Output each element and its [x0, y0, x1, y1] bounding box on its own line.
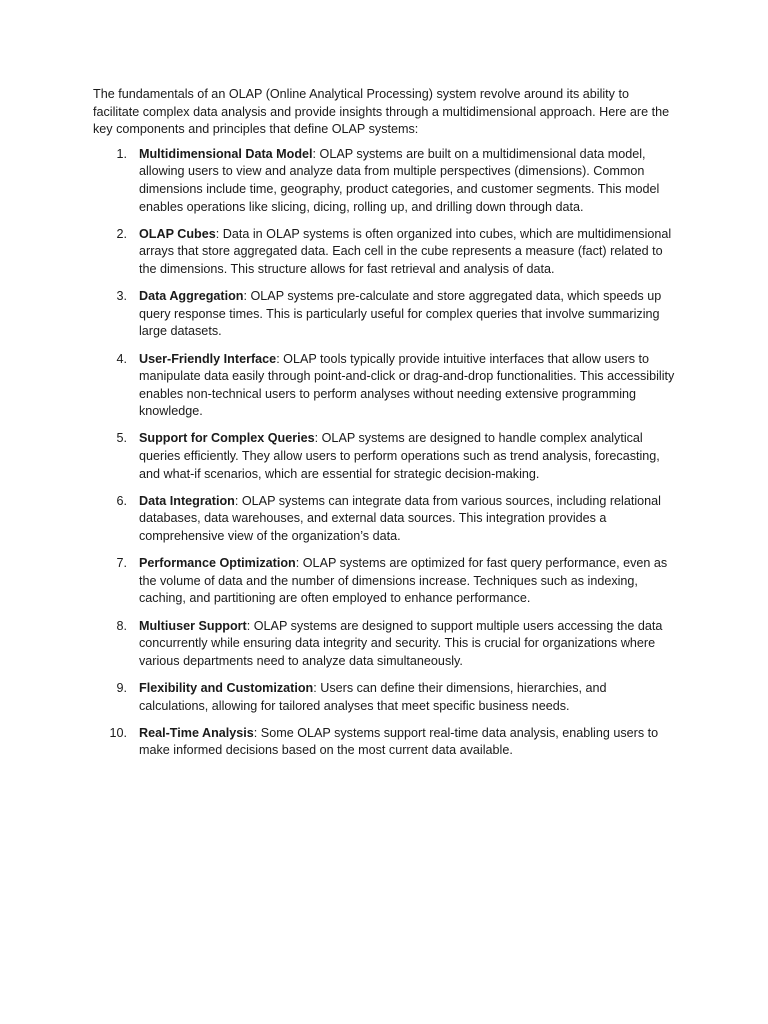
list-number: 6. [116, 493, 127, 508]
list-term: User-Friendly Interface [139, 351, 277, 366]
list-item [93, 146, 678, 216]
list-text: : OLAP systems are designed to handle complex analytical queries efficiently. They allow users to perform operations such as trend analysis, forecasting, and what-if scenarios, which are essential for strategic decision-making. [139, 431, 660, 481]
list-item [93, 493, 678, 546]
list-text: : OLAP systems can integrate data from various sources, including relational databases, data warehouses, and external data sources. This integration provides a comprehensive view of the organization’s data. [139, 493, 661, 544]
list-number: 2. [116, 226, 127, 241]
list-item [93, 288, 678, 341]
components-list [93, 146, 678, 760]
list-item [93, 555, 678, 608]
list-number: 7. [116, 556, 127, 571]
list-term: Real-Time Analysis [139, 725, 254, 740]
list-item [93, 725, 678, 760]
list-text: : Data in OLAP systems is often organized into cubes, which are multidimensional arrays that store aggregated data. Each cell in the cube represents a measure (fact) related to the dimensions. This structure allows for fast retrieval and analysis of data. [139, 226, 672, 276]
list-term: Performance Optimization [139, 556, 296, 571]
list-item [93, 226, 678, 279]
list-term: Multiuser Support [139, 618, 247, 633]
list-term: Data Integration [139, 493, 235, 508]
list-number: 10. [109, 725, 127, 740]
list-number: 1. [116, 146, 127, 161]
list-number: 5. [116, 431, 127, 446]
list-number: 4. [116, 351, 127, 366]
list-term: Multidimensional Data Model [139, 146, 313, 161]
list-item [93, 618, 678, 671]
list-text: : OLAP systems are optimized for fast query performance, even as the volume of data and the number of dimensions increase. Techniques such as indexing, caching, and partitioning are often employed to enhance performance. [139, 556, 668, 606]
intro-paragraph: The fundamentals of an OLAP (Online Analytical Processing) system revolve around its ability to facilitate complex data analysis and provide insights through a multidimensional approach. Here are the key components and principles that define OLAP systems: [93, 87, 670, 137]
list-number: 9. [116, 680, 127, 695]
list-text: : OLAP systems pre-calculate and store aggregated data, which speeds up query response times. This is particularly useful for complex queries that involve summarizing large datasets. [139, 289, 662, 339]
list-text: : Users can define their dimensions, hierarchies, and calculations, allowing for tailored analyses that meet specific business needs. [139, 680, 607, 713]
list-item [93, 351, 678, 421]
list-item [93, 430, 678, 483]
list-item [93, 680, 678, 715]
list-term: Flexibility and Customization [139, 680, 314, 695]
list-text: : OLAP tools typically provide intuitive interfaces that allow users to manipulate data easily through point-and-click or drag-and-drop functionalities. This accessibility enables non-technical users to perform analyses without needing extensive programming knowledge. [139, 351, 675, 419]
list-text: : Some OLAP systems support real-time data analysis, enabling users to make informed decisions based on the most current data available. [139, 725, 659, 758]
list-term: Support for Complex Queries [139, 431, 315, 446]
list-number: 8. [116, 618, 127, 633]
document-page [93, 86, 678, 770]
list-text: : OLAP systems are designed to support multiple users accessing the data concurrently while ensuring data integrity and security. This is crucial for organizations where various departments need to analyze data simultaneously. [139, 618, 663, 668]
list-term: Data Aggregation [139, 289, 244, 304]
list-term: OLAP Cubes [139, 226, 216, 241]
list-text: : OLAP systems are built on a multidimensional data model, allowing users to view and analyze data from multiple perspectives (dimensions). Common dimensions include time, geography, product categories, and customer segments. This model enables operations like slicing, dicing, rolling up, and drilling down through data. [139, 146, 660, 214]
list-number: 3. [116, 289, 127, 304]
